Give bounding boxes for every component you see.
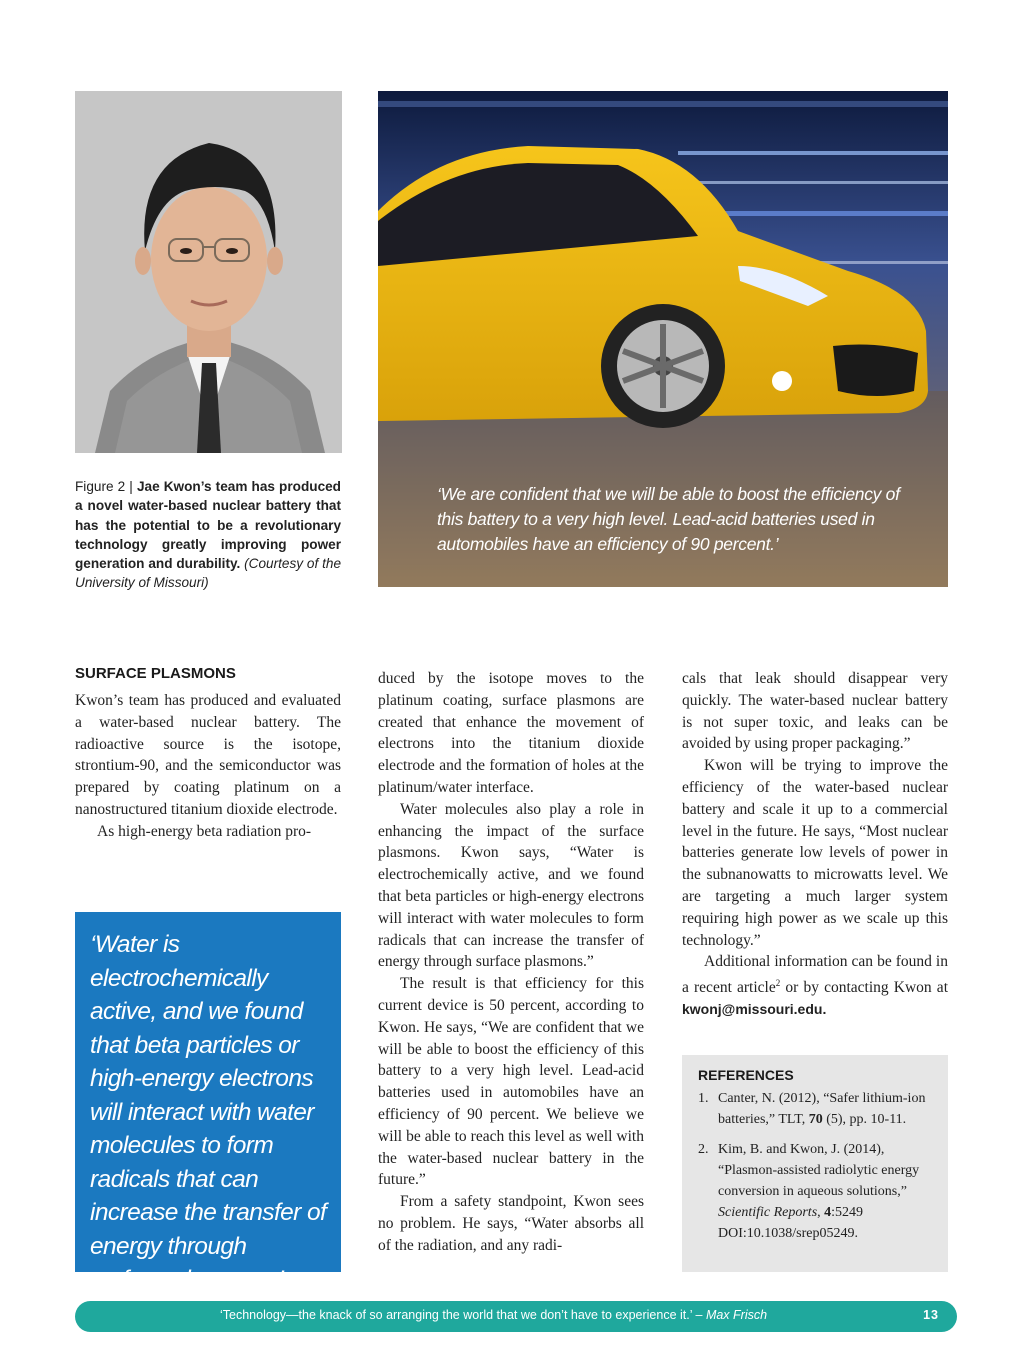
footer-quote <box>220 1308 767 1322</box>
reference-authors: Canter, N. (2012), “Safer lithium-ion batteries,” TLT, <box>718 1091 926 1127</box>
references-heading: REFERENCES <box>698 1067 794 1083</box>
email-link[interactable]: kwonj@missouri.edu. <box>682 1001 827 1018</box>
article-column-1 <box>75 690 341 843</box>
reference-separator: , <box>817 1205 825 1220</box>
references-box <box>682 1055 948 1272</box>
paragraph <box>682 951 948 1021</box>
footer-quote-author: Max Frisch <box>705 1308 768 1322</box>
footer-quote-text: ‘Technology—the knack of so arranging the world that we don’t have to experience it.’ – <box>220 1308 706 1322</box>
paragraph: Water molecules also play a role in enhancing the impact of the surface plasmons. Kwon says, “Water is electrochemically active, and we found that beta particles or high-energy electrons will interact with water molecules to form radicals that can increase the transfer of energy through surface plasmons.” <box>378 800 644 971</box>
reference-item <box>698 1088 932 1130</box>
page-footer <box>75 1301 957 1332</box>
reference-authors: Kim, B. and Kwon, J. (2014), “Plasmon-assisted radiolytic energy conversion in aqueous solutions,” <box>718 1142 920 1199</box>
reference-doi: :5249 DOI:10.1038/srep05249. <box>718 1205 864 1241</box>
article-column-2 <box>378 668 644 1257</box>
reference-volume: 70 <box>808 1112 823 1127</box>
article-column-3 <box>682 668 948 1021</box>
car-photo-quote: ‘We are confident that we will be able to boost the efficiency of this battery to a very high level. Lead-acid batteries used in automobiles have an efficiency of 90 percent.’ <box>437 484 900 554</box>
reference-volume: 4 <box>824 1205 832 1220</box>
paragraph: cals that leak should disappear very quickly. The water-based nuclear battery is not super toxic, and leaks can be avoided by using proper packaging.” <box>682 670 948 753</box>
reference-number: 2. <box>698 1142 709 1157</box>
figure-label: Figure 2 | <box>75 479 137 494</box>
paragraph-text: or by contacting Kwon at <box>780 979 948 997</box>
paragraph-text: Additional information can be found in a recent article <box>682 953 948 997</box>
paragraph: As high-energy beta radiation pro- <box>97 822 312 840</box>
figure-caption-text: Jae Kwon’s team has produced a novel water-based nuclear battery that has the potential to be a revolutionary technology greatly improving power generation and durability. <box>75 479 341 572</box>
reference-text <box>718 1139 932 1244</box>
portrait-illustration <box>75 91 342 453</box>
paragraph: Kwon will be trying to improve the efficiency of the water-based nuclear battery and scale it up to a commercial level in the future. He says, “Most nuclear batteries generate low levels of power in the subnanowatts to microwatts level. We are targeting a much larger system requiring high power as we scale up this technology.” <box>682 757 948 949</box>
paragraph: From a safety standpoint, Kwon sees no problem. He says, “Water absorbs all of the radiation, and any radi- <box>378 1193 644 1254</box>
references-list <box>698 1088 932 1244</box>
section-heading: SURFACE PLASMONS <box>75 665 236 682</box>
page-number: 13 <box>923 1308 939 1322</box>
figure-credit: (Courtesy of the University of Missouri) <box>75 556 342 591</box>
paragraph: Kwon’s team has produced and evaluated a water-based nuclear battery. The radioactive source is the isotope, strontium-90, and the semiconductor was prepared by coating platinum on a nanostructured titanium dioxide electrode. <box>75 692 341 818</box>
reference-pages: (5), pp. 10-11. <box>822 1112 907 1127</box>
reference-item <box>698 1139 932 1244</box>
paragraph: The result is that efficiency for this current device is 50 percent, according to Kwon. He says, “We are confident that we will be able to boost the efficiency of this battery to a very high level. Lead-acid batteries used in automobiles have an efficiency of 90 percent. We believe we will be able to reach this level as well with the water-based nuclear battery in the future.” <box>378 975 644 1189</box>
reference-superscript: 2 <box>775 978 781 989</box>
reference-text <box>718 1088 932 1130</box>
portrait-photo <box>75 91 342 453</box>
reference-journal: Scientific Reports <box>718 1205 818 1220</box>
reference-number: 1. <box>698 1091 709 1106</box>
figure-caption <box>75 477 341 593</box>
pull-quote-box <box>75 912 341 1293</box>
paragraph: duced by the isotope moves to the platinum coating, surface plasmons are created that enhance the movement of electrons into the titanium dioxide electrode and the formation of holes at the platinum/water interface. <box>378 670 644 796</box>
pull-quote-text: ‘Water is electrochemically active, and we found that beta particles or high-energy electrons will interact with water molecules to form radicals that can increase the transfer of energy through surface plasmons.’ <box>90 931 327 1293</box>
